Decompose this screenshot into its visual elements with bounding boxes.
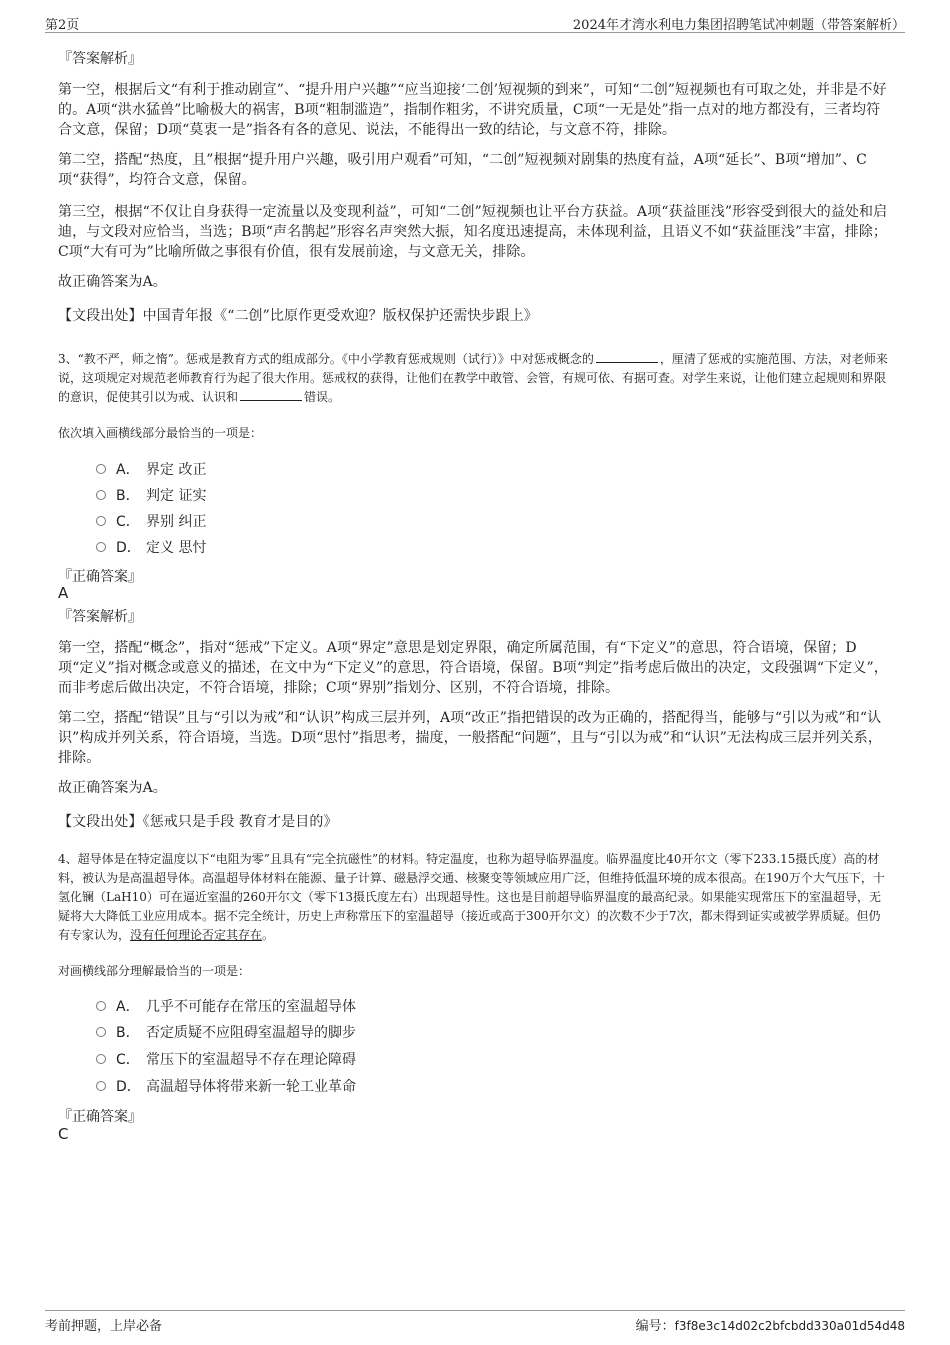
q4-stem-end: 。 xyxy=(262,928,275,942)
q3-blank-2 xyxy=(240,388,302,401)
page-footer xyxy=(45,1310,905,1335)
radio-icon[interactable] xyxy=(96,1054,106,1064)
page-header xyxy=(45,12,905,33)
q3-source: 【文段出处】《惩戒只是手段 教育才是目的》 xyxy=(58,814,338,830)
q4-underlined-phrase: 没有任何理论否定其存在 xyxy=(130,928,263,942)
q2-analysis-para3: 第三空，根据“不仅让自身获得一定流量以及变现利益”，可知“二创”短视频也让平台方获益。A项“获益匪浅”形容受到很大的益处和启迪，与文段对应恰当，当选；B项“声名鹊起”形容名声突然大振，知名度迅速提高，未体现利益，且语义不如“获益匪浅”丰富，排除；C项“大有可为”比喻所做之事很有价值，很有发展前途，与文意无关，排除。 xyxy=(58,204,888,260)
radio-icon[interactable] xyxy=(96,1081,106,1091)
q3-option-d[interactable] xyxy=(96,538,206,558)
option-key: A． xyxy=(116,462,140,478)
radio-icon[interactable] xyxy=(96,542,106,552)
q3-stem xyxy=(58,350,890,407)
q3-option-a[interactable] xyxy=(96,460,206,480)
q2-analysis-para1: 第一空，根据后文“有利于推动剧宣”、“提升用户兴趣”“应当迎接‘二创’短视频的到来”，可知“二创”短视频也有可取之处，并非是不好的。A项“洪水猛兽”比喻极大的祸害，B项“粗制滥造”，指制作粗劣，不讲究质量，C项“一无是处”指一点对的地方都没有，三者均符合文意，保留；D项“莫衷一是”指各有各的意见、说法，不能得出一致的结论，与文意不符，排除。 xyxy=(58,82,887,138)
q4-correct-answer: C xyxy=(58,1125,69,1143)
q3-blank-1 xyxy=(596,350,658,363)
q4-option-a[interactable] xyxy=(96,997,356,1017)
q2-analysis-para2: 第二空，搭配“热度，且”根据“提升用户兴趣，吸引用户观看”可知，“二创”短视频对剧集的热度有益，A项“延长”、B项“增加”、C项“获得”，均符合文意，保留。 xyxy=(58,152,867,188)
radio-icon[interactable] xyxy=(96,464,106,474)
q4-stem-text: 4、超导体是在特定温度以下“电阻为零”且具有“完全抗磁性”的材料。特定温度，也称为超导临界温度。临界温度比40开尔文（零下233.15摄氏度）高的材料，被认为是高温超导体。高温超导体材料在能源、量子计算、磁悬浮交通、核聚变等领域应用广泛，但维持低温环境的成本很高。在190万个大气压下，十氢化镧（LaH10）可在逼近室温的260开尔文（零下13摄氏度左右）出现超导性。这也是目前超导临界温度的最高纪录。如果能实现常压下的室温超导，无疑将大大降低工业应用成本。据不完全统计，历史上声称常压下的室温超导（接近或高于300开尔文）的次数不少于7次，都未得到证实或被学界质疑。但仍有专家认为， xyxy=(58,852,885,942)
option-key: B． xyxy=(116,488,140,504)
option-key: D． xyxy=(116,540,141,556)
q4-prompt: 对画横线部分理解最恰当的一项是： xyxy=(58,964,251,978)
document-title: 2024年才湾水利电力集团招聘笔试冲刺题（带答案解析） xyxy=(572,18,905,33)
q3-option-b[interactable] xyxy=(96,486,206,506)
q4-option-b[interactable] xyxy=(96,1023,356,1043)
q3-stem-part1: 3、“教不严，师之惰”。惩戒是教育方式的组成部分。《中小学教育惩戒规则（试行）》中对惩戒概念的 xyxy=(58,352,594,366)
q3-prompt: 依次填入画横线部分最恰当的一项是： xyxy=(58,426,263,440)
q4-stem xyxy=(58,850,890,945)
option-text: 定义 思忖 xyxy=(146,540,207,556)
option-key: D． xyxy=(116,1079,141,1095)
option-text: 高温超导体将带来新一轮工业革命 xyxy=(146,1079,356,1095)
option-key: C． xyxy=(116,514,140,530)
option-text: 常压下的室温超导不存在理论障碍 xyxy=(146,1052,356,1068)
q4-option-d[interactable] xyxy=(96,1077,356,1097)
code-value: f3f8e3c14d02c2bfcbdd330a01d54d48 xyxy=(674,1319,905,1333)
radio-icon[interactable] xyxy=(96,1001,106,1011)
radio-icon[interactable] xyxy=(96,1027,106,1037)
q3-conclusion: 故正确答案为A。 xyxy=(58,780,167,796)
option-key: B． xyxy=(116,1025,140,1041)
option-text: 界别 纠正 xyxy=(146,514,207,530)
code-label: 编号： xyxy=(635,1319,675,1334)
q3-stem-part2: ，厘清了惩戒的实施范围、方法，对老师来说，这项规定对规范老师教育行为起了很大作用。惩戒权的获得，让他们在教学中敢管、会管，有规可依、有据可查。对学生来说，让他们建立起规则和界限的意识，促使其引以为戒、认识和 xyxy=(58,352,888,404)
document-code xyxy=(636,1315,905,1334)
q3-analysis-para2: 第二空，搭配“错误”且与“引以为戒”和“认识”构成三层并列，A项“改正”指把错误的改为正确的，搭配得当，能够与“引以为戒”和“认识”构成并列关系，符合语境，当选。D项“思忖”指思考，揣度，一般搭配“问题”，且与“引以为戒”和“认识”无法构成三层并列关系，排除。 xyxy=(58,710,882,766)
q3-option-c[interactable] xyxy=(96,512,206,532)
radio-icon[interactable] xyxy=(96,490,106,500)
q3-stem-part3: 错误。 xyxy=(304,390,341,404)
q3-analysis-para1: 第一空，搭配“概念”，指对“惩戒”下定义。A项“界定”意思是划定界限，确定所属范围，有“下定义”的意思，符合语境，保留；D项“定义”指对概念或意义的描述，在文中为“下定义”的意思，符合语境，保留。B项“判定”指考虑后做出的决定，文段强调“下定义”，而非考虑后做出决定，不符合语境，排除；C项“界别”指划分、区别，不符合语境，排除。 xyxy=(58,640,888,696)
q2-conclusion: 故正确答案为A。 xyxy=(58,274,167,290)
q2-source: 【文段出处】中国青年报《“二创”比原作更受欢迎？版权保护还需快步跟上》 xyxy=(58,308,538,324)
option-text: 界定 改正 xyxy=(146,462,207,478)
q3-correct-answer: A xyxy=(58,584,69,602)
q3-analysis-label: 『答案解析』 xyxy=(58,609,142,625)
q2-analysis-label: 『答案解析』 xyxy=(58,51,142,67)
option-text: 判定 证实 xyxy=(146,488,207,504)
option-key: A． xyxy=(116,999,140,1015)
option-key: C． xyxy=(116,1052,140,1068)
q4-option-c[interactable] xyxy=(96,1050,356,1070)
page-number: 第2页 xyxy=(45,18,80,33)
footer-slogan: 考前押题，上岸必备 xyxy=(45,1319,163,1334)
q4-correct-label: 『正确答案』 xyxy=(58,1109,142,1125)
q3-correct-label: 『正确答案』 xyxy=(58,569,142,585)
radio-icon[interactable] xyxy=(96,516,106,526)
option-text: 几乎不可能存在常压的室温超导体 xyxy=(146,999,356,1015)
option-text: 否定质疑不应阻碍室温超导的脚步 xyxy=(146,1025,356,1041)
